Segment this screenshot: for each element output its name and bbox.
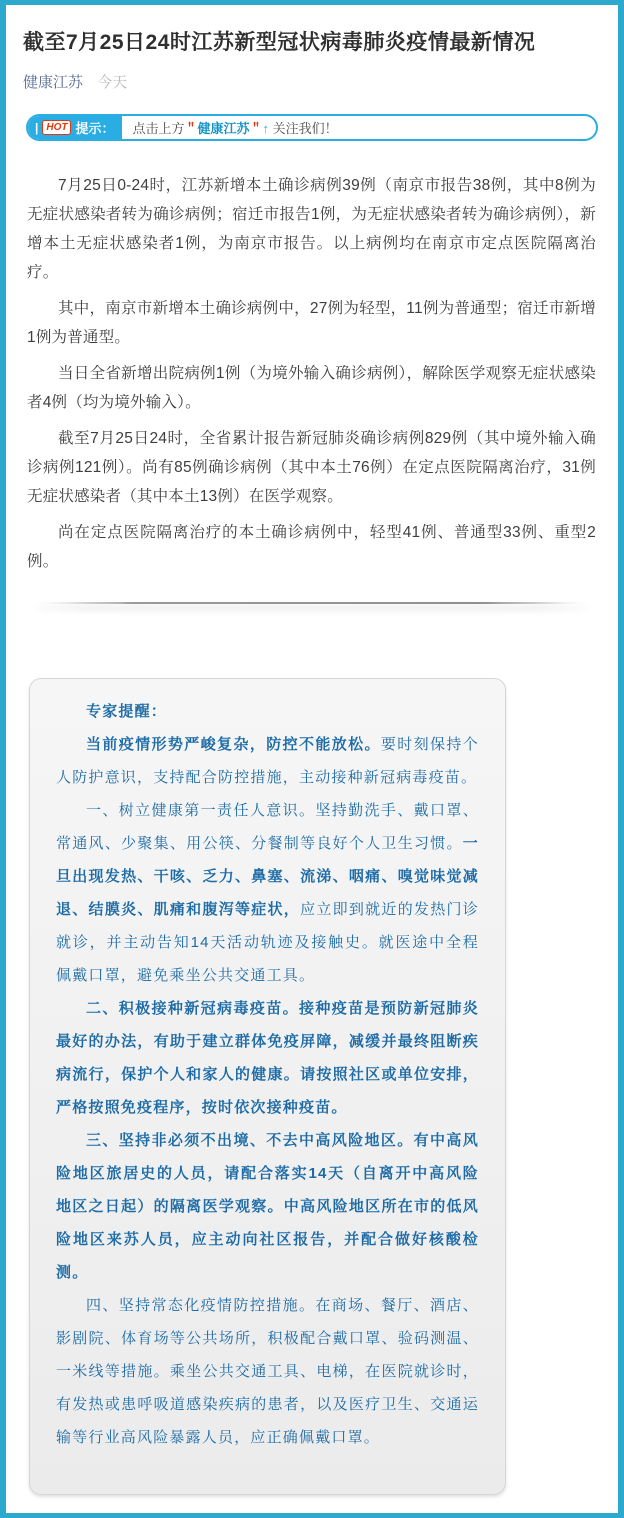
quote-close: ＂ bbox=[249, 121, 263, 136]
up-arrow-icon: ↑ bbox=[262, 121, 270, 136]
follow-banner[interactable] bbox=[26, 114, 598, 141]
section-divider-wrap bbox=[23, 602, 600, 632]
article-body bbox=[23, 171, 600, 576]
article-meta bbox=[23, 71, 600, 92]
paragraph-in-treatment: 尚在定点医院隔离治疗的本土确诊病例中，轻型41例、普通型33例、重型2例。 bbox=[27, 524, 596, 570]
expert-item-4: 四、坚持常态化疫情防控措施。在商场、餐厅、酒店、影剧院、体育场等公共场所，积极配合戴口罩、验码测温、一米线等措施。乘坐公共交通工具、电梯，在医院就诊时，有发热或患呼吸道感染疾病的患者，以及医疗卫生、交通运输等行业高风险暴露人员，应正确佩戴口罩。 bbox=[56, 1297, 479, 1446]
expert-intro bbox=[56, 728, 479, 794]
author-link[interactable]: 健康江苏 bbox=[23, 74, 84, 91]
quote-open: ＂ bbox=[184, 121, 198, 136]
banner-suffix: 关注我们！ bbox=[269, 121, 338, 136]
expert-intro-bold: 当前疫情形势严峻复杂，防控不能放松。 bbox=[86, 736, 381, 753]
tip-label-text: 提示： bbox=[75, 121, 115, 136]
expert-heading: 专家提醒： bbox=[86, 703, 168, 720]
expert-item-1 bbox=[56, 794, 479, 992]
hot-badge: HOT bbox=[42, 120, 71, 135]
expert-intro-rest: 要时刻保持个人防护意识，支持配合防控措施，主动接种新冠病毒疫苗。 bbox=[56, 736, 480, 786]
expert-item-2: 二、积极接种新冠病毒疫苗。接种疫苗是预防新冠肺炎最好的办法，有助于建立群体免疫屏障，减缓并最终阻断疾病流行，保护个人和家人的健康。请按照社区或单位安排，严格按照免疫程序，按时依次接种疫苗。 bbox=[56, 1000, 479, 1116]
paragraph-case-types: 其中，南京市新增本土确诊病例中，27例为轻型，11例为普通型；宿迁市新增1例为普通型。 bbox=[27, 300, 596, 346]
section-divider bbox=[34, 602, 589, 604]
follow-banner-text bbox=[132, 118, 337, 137]
publish-date: 今天 bbox=[97, 74, 128, 91]
expert-item-3: 三、坚持非必须不出境、不去中高风险地区。有中高风险地区旅居史的人员，请配合落实14天（自离开中高风险地区之日起）的隔离医学观察。中高风险地区所在市的低风险地区来苏人员，应主动向社区报告，并配合做好核酸检测。 bbox=[56, 1132, 479, 1281]
expert-item1-advice: 应立即到就近的发热门诊就诊，并主动告知14天活动轨迹及接触史。就医途中全程佩戴口罩，避免乘坐公共交通工具。 bbox=[56, 901, 479, 984]
paragraph-new-cases: 7月25日0-24时，江苏新增本土确诊病例39例（南京市报告38例，其中8例为无症状感染者转为确诊病例；宿迁市报告1例，为无症状感染者转为确诊病例），新增本土无症状感染者1例，为南京市报告。以上病例均在南京市定点医院隔离治疗。 bbox=[27, 177, 596, 281]
expert-reminder-box bbox=[29, 678, 506, 1495]
account-link[interactable]: 健康江苏 bbox=[197, 121, 250, 136]
paragraph-discharged: 当日全省新增出院病例1例（为境外输入确诊病例），解除医学观察无症状感染者4例（均为境外输入）。 bbox=[27, 365, 596, 411]
expert-item1-symptoms: 一旦出现发热、干咳、乏力、鼻塞、流涕、咽痛、嗅觉味觉减退、结膜炎、肌痛和腹泻等症状， bbox=[56, 835, 479, 918]
expert-item1-lead: 一、树立健康第一责任人意识。坚持勤洗手、戴口罩、常通风、少聚集、用公筷、分餐制等良好个人卫生习惯。 bbox=[56, 802, 479, 852]
page-title: 截至7月25日24时江苏新型冠状病毒肺炎疫情最新情况 bbox=[23, 31, 536, 54]
paragraph-cumulative: 截至7月25日24时，全省累计报告新冠肺炎确诊病例829例（其中境外输入确诊病例121例）。尚有85例确诊病例（其中本土76例）在定点医院隔离治疗，31例无症状感染者（其中本土13例）在医学观察。 bbox=[27, 430, 596, 505]
bar-decoration: | bbox=[35, 120, 39, 135]
tip-label bbox=[28, 116, 122, 139]
banner-prefix: 点击上方 bbox=[132, 121, 185, 136]
